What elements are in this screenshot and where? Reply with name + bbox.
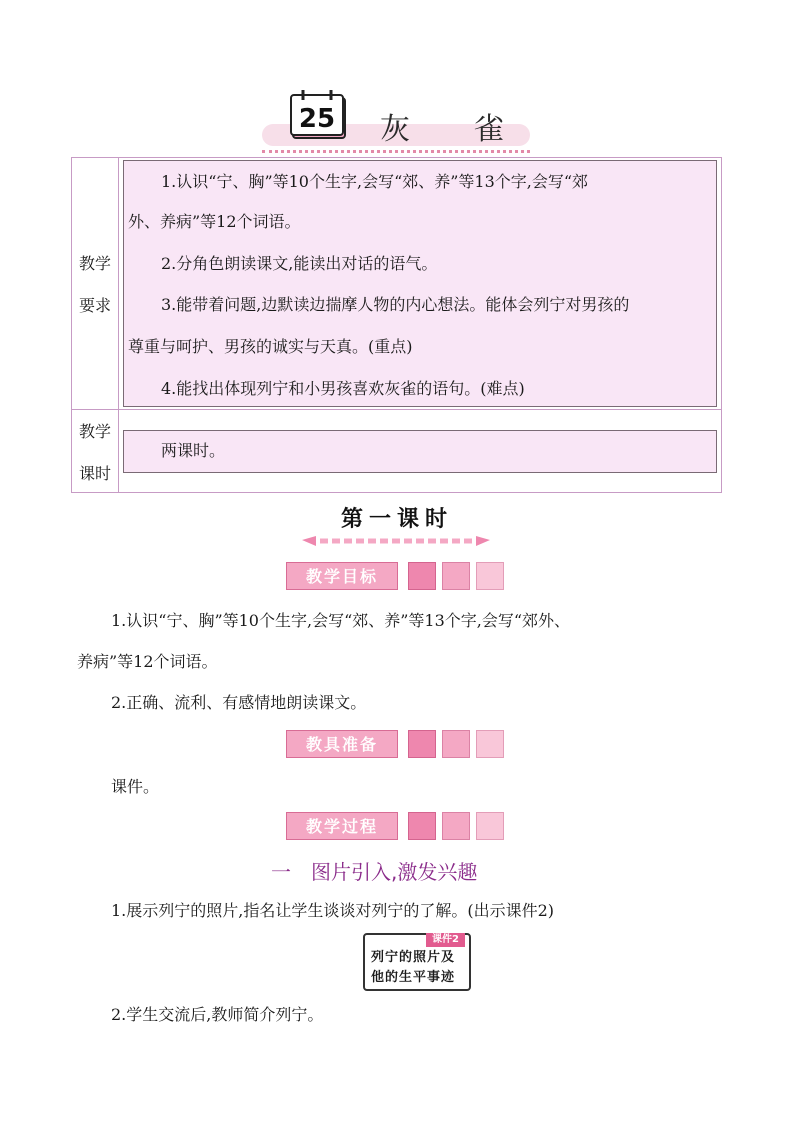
requirements-label: 教学 要求 <box>78 254 111 315</box>
req-item-3-line-2: 尊重与呵护、男孩的诚实与天真。(重点) <box>128 337 413 356</box>
tag-square-icon <box>442 730 470 758</box>
objectives-tag <box>286 562 506 592</box>
tag-square-icon <box>408 730 436 758</box>
header-dotted-rule <box>262 150 530 153</box>
process-tag-label: 教学过程 <box>286 812 398 840</box>
hours-value: 两课时。 <box>161 441 226 460</box>
lesson-title <box>380 104 506 148</box>
tools-tag-label: 教具准备 <box>286 730 398 758</box>
tag-square-icon <box>408 562 436 590</box>
tag-square-icon <box>476 730 504 758</box>
req-item-2: 2.分角色朗读课文,能读出对话的语气。 <box>161 254 438 273</box>
tag-square-icon <box>408 812 436 840</box>
courseware-text <box>371 948 467 988</box>
courseware-stamp <box>363 933 471 991</box>
lesson-number: 25 <box>298 104 336 134</box>
requirements-box <box>123 160 717 407</box>
tag-square-icon <box>476 562 504 590</box>
process-tag <box>286 812 506 842</box>
courseware-line-1: 列宁的照片及 <box>371 950 456 965</box>
title-char-1: 灰 <box>380 112 412 147</box>
tag-square-icon <box>442 812 470 840</box>
section-title: 第一课时 <box>340 507 453 532</box>
calendar-icon <box>289 89 351 141</box>
req-item-1-line-1: 1.认识“宁、胸”等10个生字,会写“郊、养”等13个字,会写“郊 <box>161 172 589 191</box>
objective-1-line-2: 养病”等12个词语。 <box>77 652 218 671</box>
section-title-underline <box>302 536 490 546</box>
courseware-tag: 课件2 <box>426 933 465 947</box>
courseware-line-2: 他的生平事迹 <box>371 970 456 985</box>
process-step-1: 1.展示列宁的照片,指名让学生谈谈对列宁的了解。(出示课件2) <box>111 901 555 920</box>
tools-tag <box>286 730 506 760</box>
table-row-divider <box>71 409 722 410</box>
objective-1-line-1: 1.认识“宁、胸”等10个生字,会写“郊、养”等13个字,会写“郊外、 <box>111 611 571 630</box>
tools-value: 课件。 <box>111 777 160 796</box>
tag-square-icon <box>442 562 470 590</box>
process-step-2: 2.学生交流后,教师简介列宁。 <box>111 1005 324 1024</box>
req-item-1-line-2: 外、养病”等12个词语。 <box>128 212 301 231</box>
title-char-2: 雀 <box>474 112 506 147</box>
process-part-1-heading: 一 图片引入,激发兴趣 <box>271 860 478 884</box>
hours-label: 教学 课时 <box>78 422 111 483</box>
req-item-3-line-1: 3.能带着问题,边默读边揣摩人物的内心想法。能体会列宁对男孩的 <box>161 295 630 314</box>
objectives-tag-label: 教学目标 <box>286 562 398 590</box>
tag-square-icon <box>476 812 504 840</box>
table-column-divider <box>118 157 119 493</box>
req-item-4: 4.能找出体现列宁和小男孩喜欢灰雀的语句。(难点) <box>161 379 525 398</box>
objective-2: 2.正确、流利、有感情地朗读课文。 <box>111 693 367 712</box>
